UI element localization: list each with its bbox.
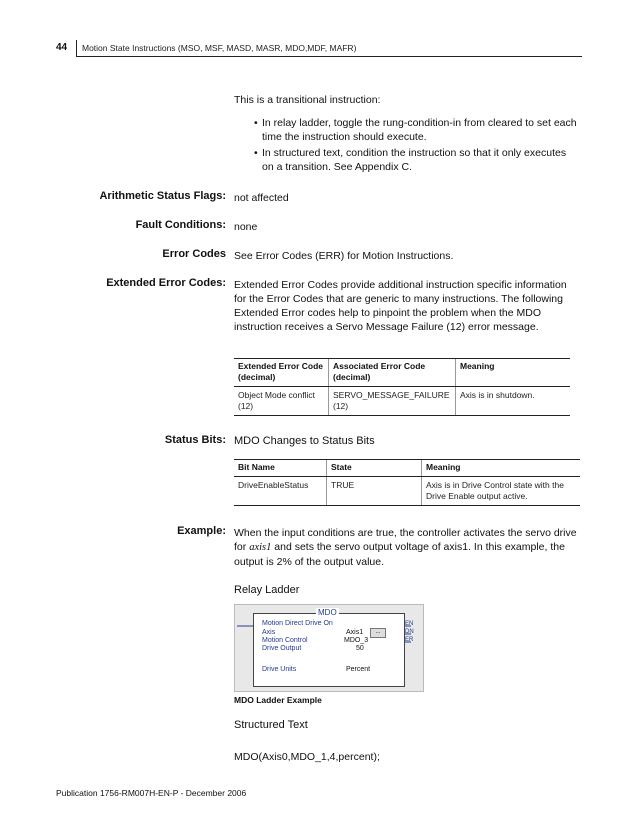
page-number: 44 [56,42,68,53]
column-header: Meaning [422,460,581,477]
table-cell: Object Mode conflict (12) [234,387,329,416]
page-footer: Publication 1756-RM007H-EN-P - December 2006 [56,788,247,798]
column-header: Meaning [456,359,571,387]
param-label: Axis [262,629,276,636]
structured-text-code: MDO(Axis0,MDO_1,4,percent); [234,751,380,763]
table-cell: Axis is in Drive Control state with the Drive Enable output active. [422,477,581,506]
table-cell: SERVO_MESSAGE_FAILURE (12) [329,387,456,416]
table-row [234,477,580,506]
axis-name: axis1 [249,542,272,553]
output-dn: DN [405,629,414,635]
page-header [0,40,638,58]
figure-caption: MDO Ladder Example [234,695,322,705]
param-value: MDO_3 [344,637,369,644]
param-value: Percent [346,666,371,673]
block-description: Motion Direct Drive On [262,620,333,627]
column-header: Associated Error Code (decimal) [329,359,456,387]
param-value: Axis1 [346,629,364,636]
browse-button[interactable]: ... [370,628,386,638]
intro-text: This is a transitional instruction: [234,94,381,106]
ladder-diagram [234,604,424,692]
column-header: State [327,460,422,477]
table-row [234,387,570,416]
status-bits-table [234,459,580,506]
bullet-item: • In structured text, condition the instruction so that it only executes on a transition. See Appendix C. [234,146,580,174]
relay-ladder-heading: Relay Ladder [234,584,300,596]
fault-text: none [234,221,258,233]
structured-text-heading: Structured Text [234,719,308,731]
output-er: ER [405,637,414,643]
example-text-part: When the input conditions are true, the controller activates the servo drive for [234,527,577,553]
ext-label: Extended Error Codes: [106,277,226,289]
table-header-row [234,359,570,387]
param-label: Motion Control [262,637,308,644]
header-divider [76,40,77,56]
arith-label: Arithmetic Status Flags: [99,190,226,202]
example-text [234,526,580,569]
status-label: Status Bits: [164,434,226,446]
block-name: MDO [318,608,337,617]
param-label: Drive Output [262,645,302,652]
example-label: Example: [177,525,226,537]
column-header: Bit Name [234,460,327,477]
arith-text: not affected [234,192,289,204]
table-header-row [234,460,580,477]
bullet-item: • In relay ladder, toggle the rung-condition-in from cleared to set each time the instruction should execute. [234,116,580,144]
intro-block [234,93,580,174]
status-text: MDO Changes to Status Bits [234,435,375,447]
running-title: Motion State Instructions (MSO, MSF, MASD, MASR, MDO,MDF, MAFR) [82,43,357,53]
bullet-list [234,116,580,174]
param-value: 50 [356,645,364,652]
example-text-part: and sets the servo output voltage of axis1. In this example, the output is 2% of the output value. [234,541,565,568]
ext-text: Extended Error Codes provide additional instruction specific information for the Error Codes that are generic to many instructions. The following Extended Error codes help to pinpoint the problem when the MDO instruction receives a Servo Message Failure (12) error message. [234,279,567,333]
table-cell: DriveEnableStatus [234,477,327,506]
error-label: Error Codes [162,248,226,260]
output-en: EN [405,621,414,627]
fault-label: Fault Conditions: [135,219,226,231]
error-text: See Error Codes (ERR) for Motion Instructions. [234,250,454,262]
column-header: Extended Error Code (decimal) [234,359,329,387]
table-cell: Axis is in shutdown. [456,387,571,416]
header-rule [76,56,582,57]
param-label: Drive Units [262,666,297,673]
mdo-block[interactable] [253,608,405,687]
table-cell: TRUE [327,477,422,506]
extended-error-table [234,358,570,416]
